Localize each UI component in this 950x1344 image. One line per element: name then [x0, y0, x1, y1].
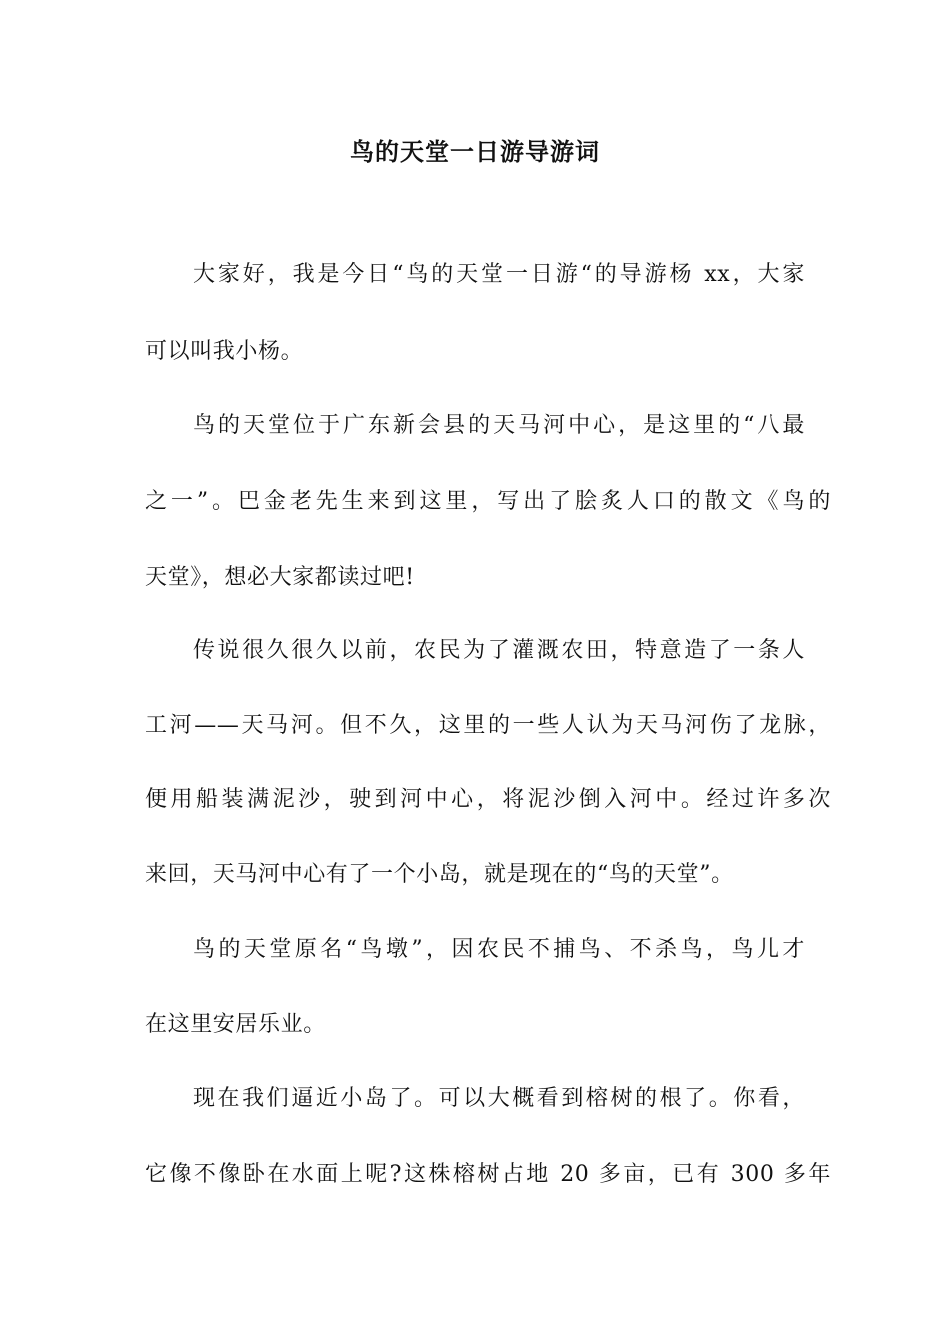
paragraph-line: 便用船装满泥沙，驶到河中心，将泥沙倒入河中。经过许多次: [145, 787, 831, 812]
paragraph-line: 工河——天马河。但不久，这里的一些人认为天马河伤了龙脉，: [145, 713, 831, 738]
paragraph-line: 天堂》，想必大家都读过吧!: [145, 565, 415, 590]
paragraph-line: 在这里安居乐业。: [145, 1012, 326, 1037]
paragraph-line: 传说很久很久以前，农民为了灌溉农田，特意造了一条人: [193, 638, 805, 663]
paragraph-line: 鸟的天堂位于广东新会县的天马河中心，是这里的“八最: [193, 413, 805, 438]
paragraph-line: 来回，天马河中心有了一个小岛，就是现在的“鸟的天堂”。: [145, 862, 734, 887]
paragraph-line: 之一”。巴金老先生来到这里，写出了脍炙人口的散文《鸟的: [145, 489, 831, 514]
paragraph-line: 鸟的天堂原名“鸟墩”，因农民不捕鸟、不杀鸟，鸟儿才: [193, 937, 805, 962]
paragraph-line: 现在我们逼近小岛了。可以大概看到榕树的根了。你看，: [193, 1086, 805, 1111]
paragraph-line: 可以叫我小杨。: [145, 339, 304, 364]
document-title: 鸟的天堂一日游导游词: [350, 138, 600, 166]
paragraph-line: 它像不像卧在水面上呢?这株榕树占地 20 多亩，已有 300 多年: [145, 1162, 831, 1187]
paragraph-line: 大家好，我是今日“鸟的天堂一日游“的导游杨 xx，大家: [193, 262, 805, 287]
